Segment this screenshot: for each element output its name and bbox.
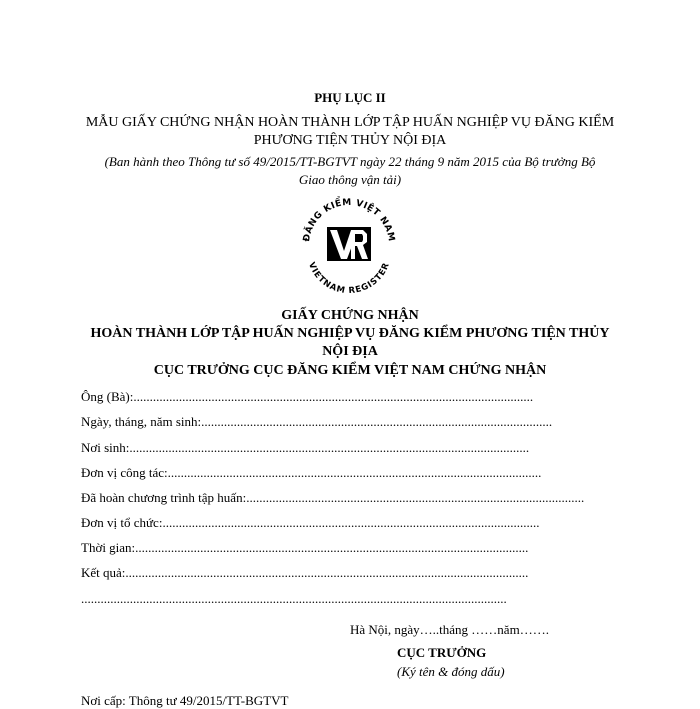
form-title-line2: PHƯƠNG TIỆN THỦY NỘI ĐỊA [253, 133, 447, 148]
field-label: Kết quả: [81, 565, 126, 580]
field-extra-line [81, 591, 507, 607]
signer-title: CỤC TRƯỞNG [397, 645, 487, 660]
signer-note: (Ký tên & đóng dấu) [397, 664, 505, 679]
field-dots: ................................................................................................................... [167, 465, 542, 480]
field-organizer [81, 515, 539, 531]
field-dots: ........................................................................................................................... [129, 440, 530, 455]
field-dots: ........................................................................................................................... [133, 389, 534, 404]
field-label: Ngày, tháng, năm sinh: [81, 414, 202, 429]
field-dots: ......................................................................................................................... [135, 540, 529, 555]
field-full-name [81, 389, 533, 405]
field-label: Đơn vị công tác: [81, 465, 168, 480]
field-dots: ................................................................................................................................... [81, 591, 507, 606]
certificate-director-line: CỤC TRƯỞNG CỤC ĐĂNG KIỂM VIỆT NAM CHỨNG NHẬN [153, 363, 547, 378]
issued-note-line1: (Ban hành theo Thông tư số 49/2015/TT-BGTVT ngày 22 tháng 9 năm 2015 của Bộ trưởng Bộ [104, 154, 596, 169]
vietnam-register-logo [287, 193, 412, 293]
field-duration [81, 540, 528, 556]
footer-cut-text: Nơi cấp: Thông tư 49/2015/TT-BGTVT [81, 693, 289, 708]
appendix-title: PHỤ LỤC II [314, 90, 386, 105]
form-title-line1: MẪU GIẤY CHỨNG NHẬN HOÀN THÀNH LỚP TẬP HUẤN NGHIỆP VỤ ĐĂNG KIỂM [85, 115, 615, 130]
logo-bottom-text: VIETNAM REGISTER [306, 260, 392, 293]
field-label: Ông (Bà): [81, 389, 134, 404]
field-dots: .................................................................................................................... [162, 515, 540, 530]
field-birth-date [81, 414, 552, 430]
issued-note-line2: Giao thông vận tải) [298, 172, 402, 187]
field-label: Thời gian: [81, 540, 136, 555]
field-dots: ............................................................................................................................ [125, 565, 529, 580]
field-label: Đã hoàn chương trình tập huấn: [81, 490, 247, 505]
field-label: Đơn vị tổ chức: [81, 515, 163, 530]
field-dots: ........................................................................................................ [246, 490, 585, 505]
certificate-subtitle-line2: NỘI ĐỊA [322, 344, 378, 359]
field-label: Nơi sinh: [81, 440, 130, 455]
field-result [81, 565, 528, 581]
certificate-subtitle-line1: HOÀN THÀNH LỚP TẬP HUẤN NGHIỆP VỤ ĐĂNG KIỂM PHƯƠNG TIỆN THỦY [90, 326, 610, 341]
signature-date-line: Hà Nội, ngày…..tháng ……năm……. [350, 622, 549, 637]
field-dots: ............................................................................................................ [201, 414, 553, 429]
field-training-program [81, 490, 584, 506]
field-birth-place [81, 440, 529, 456]
certificate-title: GIẤY CHỨNG NHẬN [281, 308, 419, 323]
field-workplace [81, 465, 541, 481]
logo-top-text: ĐĂNG KIỂM VIỆT NAM [302, 197, 397, 243]
